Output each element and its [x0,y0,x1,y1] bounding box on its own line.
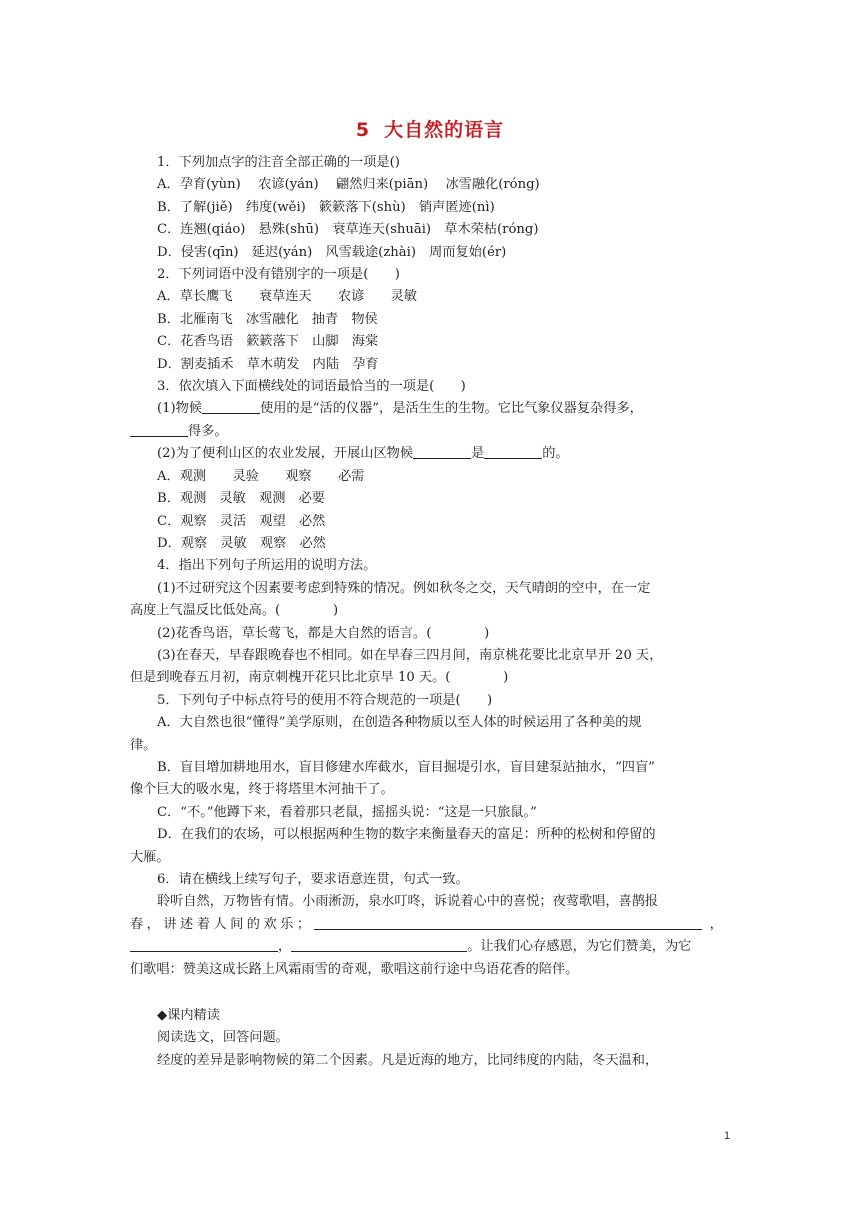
q5-option-d: D．在我们的农场，可以根据两种生物的数字来衡量春天的富足：所种的松树和停留的 [157,827,656,843]
q1-option-d: D．侵害(qīn) 延迟(yán) 风雪载途(zhài) 周而复始(ér) [157,244,507,260]
q5-option-a: A．大自然也很“懂得”美学原则，在创造各种物质以至人体的时候运用了各种美的规 [157,715,642,731]
exercise-content [130,152,730,1072]
q6-line-1: 聆听自然，万物皆有情。小雨淅沥，泉水叮咚，诉说着心中的喜悦；夜莺歌唱，喜鹊报 [157,894,659,910]
reading-instruction: 阅读选文，回答问题。 [157,1030,289,1046]
q4-sentence-3: (3)在春天，早春跟晚春也不相同。如在早春三四月间，南京桃花要比北京早开 20 天， [157,647,663,663]
q2-option-a: A．草长鹰飞 衰草连天 农谚 灵敏 [157,289,418,305]
q2-stem: 2．下列词语中没有错别字的一项是( ) [157,267,400,283]
q5-option-d-cont: 大雁。 [130,849,170,865]
q2-option-b: B．北雁南飞 冰雪融化 抽青 物侯 [157,311,378,327]
section-heading: ◆课内精读 [157,1008,220,1024]
q4-sentence-2: (2)花香鸟语，草长莺飞，都是大自然的语言。( ) [157,625,490,641]
q4-sentence-3-cont: 但是到晚春五月初，南京刺槐开花只比北京早 10 天。( ) [130,670,509,686]
q2-option-d: D．割麦插禾 草木萌发 内陆 孕育 [157,356,379,372]
reading-paragraph: 经度的差异是影响物候的第二个因素。凡是近海的地方，比同纬度的内陆，冬天温和， [157,1052,659,1068]
q4-sentence-1: (1)不过研究这个因素要考虑到特殊的情况。例如秋冬之交，天气晴朗的空中，在一定 [157,580,651,596]
q2-option-c: C．花香鸟语 簌簌落下 山脚 海棠 [157,334,379,350]
q3-sentence-2: (2)为了便利山区的农业发展，开展山区物候 是 的。 [157,446,569,462]
answer-blank[interactable] [314,915,702,930]
q3-sentence-1-cont: 得多。 [130,421,730,443]
lesson-number: 5 [355,119,371,141]
answer-blank[interactable] [484,444,542,459]
q3-option-b: B．观测 灵敏 观测 必要 [157,491,325,507]
answer-blank[interactable] [130,422,188,437]
answer-blank[interactable] [202,399,260,414]
q1-option-b: B．了解(jiě) 纬度(wěi) 簌簌落下(shù) 销声匿迹(nì) [157,199,495,215]
q5-option-a-cont: 律。 [130,737,157,753]
q6-line-4: 们歌唱：赞美这成长路上风霜雨雪的奇观，歌唱这前行途中鸟语花香的陪伴。 [130,961,579,977]
q5-option-b-cont: 像个巨大的吸水鬼，终于将塔里木河抽干了。 [130,782,394,798]
q3-option-d: D．观察 灵敏 观察 必然 [157,535,326,551]
q6-line-3: ， 。让我们心存感恩，为它们赞美，为它 [130,936,730,958]
q3-sentence-1: (1)物候 使用的是“活的仪器”，是活生生的生物。它比气象仪器复杂得多， [157,401,643,417]
answer-blank[interactable] [291,937,467,952]
answer-blank[interactable] [130,937,278,952]
answer-blank[interactable] [413,444,471,459]
page-number: 1 [724,1130,731,1142]
lesson-title: 大自然的语言 [384,119,505,141]
q5-option-c: C．“不。”他蹲下来，看着那只老鼠，摇摇头说：“这是一只旅鼠。” [157,804,537,820]
q3-option-a: A．观测 灵验 观察 必需 [157,468,365,484]
q5-stem: 5．下列句子中标点符号的使用不符合规范的一项是( ) [157,692,493,708]
q6-line-2: 春，讲述着人间的欢乐； ， [130,916,723,932]
q1-stem: 1．下列加点字的注音全部正确的一项是() [157,155,400,170]
q3-stem: 3．依次填入下面横线处的词语最恰当的一项是( ) [157,379,466,395]
page-title [0,115,860,142]
q6-stem: 6．请在横线上续写句子，要求语意连贯，句式一致。 [157,872,469,887]
q3-option-c: C．观察 灵活 观望 必然 [157,513,326,529]
q1-option-a: A．孕育(yùn) 农谚(yán) 翩然归来(piān) 冰雪融化(róng) [157,177,540,193]
q1-option-c: C．连翘(qiáo) 悬殊(shū) 衰草连天(shuāi) 草木荣枯(róng) [157,222,539,238]
q4-stem: 4．指出下列句子所运用的说明方法。 [157,558,377,574]
q5-option-b: B．盲目增加耕地用水，盲目修建水库截水，盲目掘堤引水，盲目建泵站抽水，“四盲” [157,759,655,775]
q4-sentence-1-cont: 高度上气温反比低处高。( ) [130,603,339,619]
